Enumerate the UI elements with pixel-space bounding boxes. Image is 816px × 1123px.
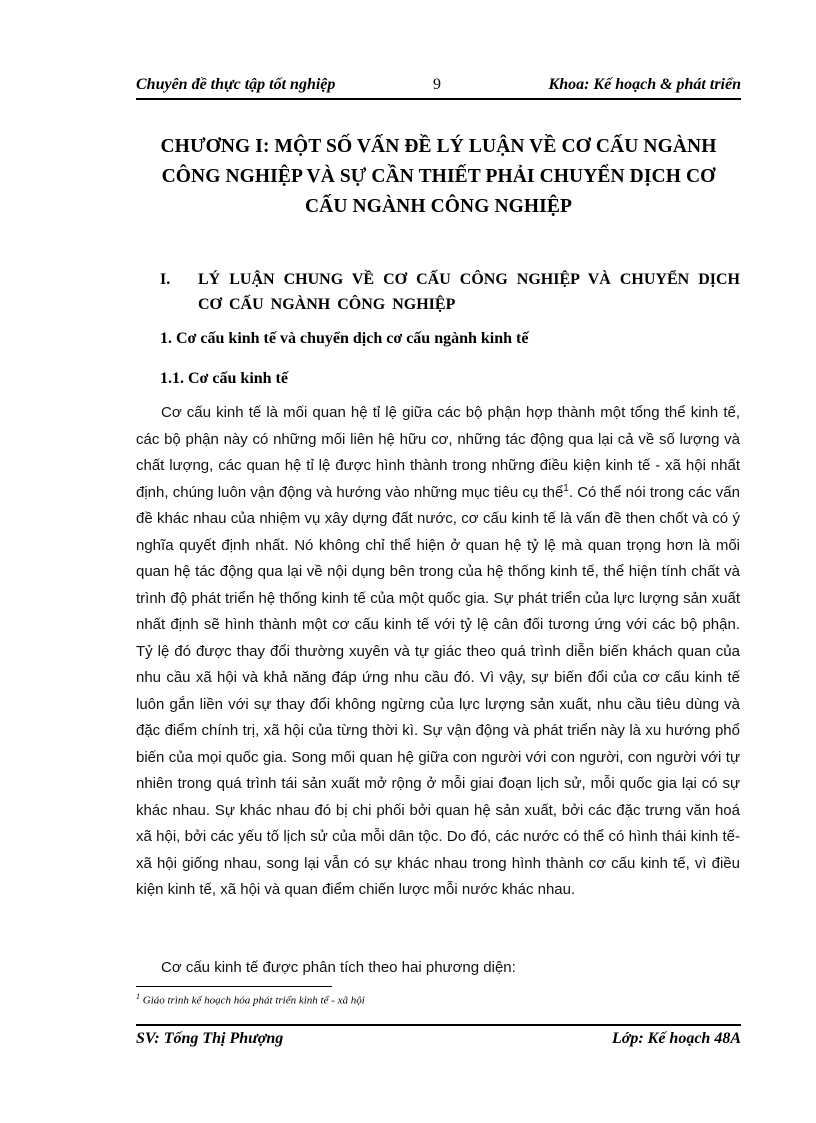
- chapter-title: [136, 132, 741, 222]
- chapter-title-line-1: CHƯƠNG I: MỘT SỐ VẤN ĐỀ LÝ LUẬN VỀ CƠ CẤU NGÀNH: [160, 136, 717, 157]
- chapter-title-line-2: CÔNG NGHIỆP VÀ SỰ CẦN THIẾT PHẢI CHUYỂN DỊCH CƠ: [161, 166, 716, 187]
- footer-class: Lớp: Kế hoạch 48A: [611, 1030, 741, 1047]
- body-paragraph-2: Cơ cấu kinh tế được phân tích theo hai phương diện:: [161, 959, 516, 976]
- page-footer: [136, 1024, 741, 1050]
- section-number: I.: [160, 271, 171, 288]
- footer-student: SV: Tống Thị Phượng: [136, 1030, 284, 1047]
- footnote-number: 1: [136, 992, 140, 1001]
- chapter-title-line-3: CẤU NGÀNH CÔNG NGHIỆP: [305, 196, 572, 217]
- body-paragraph-1: [136, 400, 740, 904]
- subsection-heading-1-1: 1.1. Cơ cấu kinh tế: [160, 370, 288, 387]
- footnote-reference: 1: [563, 482, 569, 494]
- section-heading: [160, 267, 740, 317]
- subsection-heading-1: 1. Cơ cấu kinh tế và chuyển dịch cơ cấu ngành kinh tế: [160, 330, 529, 347]
- footnote-divider: [136, 986, 332, 987]
- page-header: [136, 74, 741, 100]
- header-report-title: Chuyên đề thực tập tốt nghiệp: [136, 76, 336, 93]
- section-title: LÝ LUẬN CHUNG VỀ CƠ CẤU CÔNG NGHIỆP VÀ CHUYỂN DỊCH CƠ CẤU NGÀNH CÔNG NGHIỆP: [198, 271, 740, 313]
- paragraph-1-part-2: . Có thể nói trong các vấn đề khác nhau của nhiệm vụ xây dựng đất nước, cơ cấu kinh tế là vấn đề then chốt và có ý nghĩa quyết định nhất. Nó không chỉ thể hiện ở quan hệ tỷ lệ mà quan trọng hơn là mối quan hệ tác động qua lại về nội dụng bên trong của hệ thống kinh tế, thể hiện tính chất và trình độ phát triển hệ thống kinh tế của một quốc gia. Sự phát triển của lực lượng sản xuất nhất định sẽ hình thành một cơ cấu kinh tế với tỷ lệ cân đối tương ứng với các bộ phận. Tỷ lệ đó được thay đổi thường xuyên và tự giác theo quá trình diễn biến khách quan của nhu cầu xã hội và khả năng đáp ứng nhu cầu đó. Vì vậy, sự biến đổi của cơ cấu kinh tế luôn gắn liền với sự thay đổi không ngừng của lực lượng sản xuất, nhu cầu tiêu dùng và đặc điểm chính trị, xã hội của từng thời kì. Sự vận động và phát triển này là xu hướng phổ biến của mọi quốc gia. Song mối quan hệ giữa con người với con người, con người với tự nhiên trong quá trình tái sản xuất mở rộng ở mỗi giai đoạn lịch sử, mỗi quốc gia lại có sự khác nhau. Sự khác nhau đó bị chi phối bởi quan hệ sản xuất, bởi các đặc trưng văn hoá xã hội, bởi các yếu tố lịch sử của mỗi dân tộc. Do đó, các nước có thể có hình thái kinh tế-xã hội giống nhau, song lại vẫn có sự khác nhau trong hình thành cơ cấu kinh tế, vì điều kiện kinh tế, xã hội và quan điểm chiến lược mỗi nước khác nhau.: [136, 483, 740, 898]
- page-number: 9: [433, 76, 441, 93]
- header-faculty: Khoa: Kế hoạch & phát triển: [548, 76, 741, 93]
- footnote: [136, 992, 365, 1007]
- paragraph-1-part-1: Cơ cấu kinh tế là mối quan hệ tỉ lệ giữa các bộ phận hợp thành một tổng thể kinh tế, các bộ phận này có những mối liên hệ hữu cơ, những tác động qua lại cả về số lượng và chất lượng, các quan hệ tỉ lệ được hình thành trong những điều kiện kinh tế - xã hội nhất định, chúng luôn vận động và hướng vào những mục tiêu cụ thể: [136, 404, 740, 501]
- footnote-text: Giáo trình kế hoạch hóa phát triển kinh tế - xã hội: [140, 994, 365, 1007]
